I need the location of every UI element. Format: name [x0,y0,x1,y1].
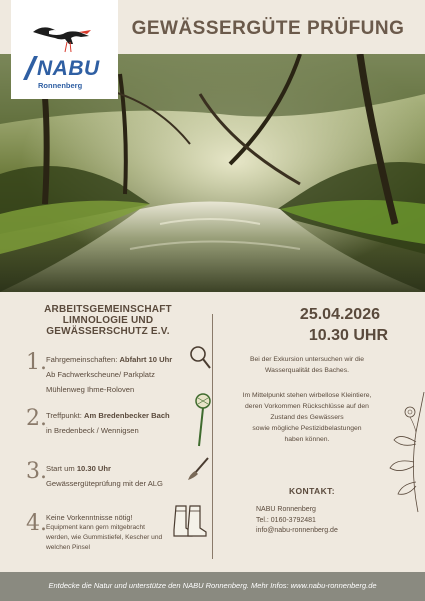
vertical-divider [212,314,213,559]
fishing-net-icon [194,392,212,448]
step-number: 3. [26,459,47,484]
step-number: 1. [26,350,47,375]
organization-name: ARBEITSGEMEINSCHAFT LIMNOLOGIE UND GEWÄSSERSCHUTZ E.V. [44,304,172,337]
botanical-drawing [380,392,425,514]
step-text: Treffpunkt: Am Bredenbecker Bach in Bredenbeck / Wennigsen [46,411,170,435]
contact-email[interactable]: info@nabu-ronnenberg.de [256,527,338,534]
magnifier-icon [188,344,212,370]
event-time: 10.30 UHR [308,327,388,344]
step-3 [26,459,206,493]
footer-bar [0,572,425,601]
brush-icon [186,456,210,482]
event-date: 25.04.2026 [299,306,380,323]
step-text: Start um 10.30 Uhr Gewässergüteprüfung mit der ALG [46,464,163,488]
step-number: 2. [26,406,47,431]
description-intro: Bei der Exkursion untersuchen wir die Wasserqualität des Baches. [249,356,365,374]
step-number: 4. [26,511,47,536]
contact-details [256,505,376,537]
logo-subtitle: Ronnenberg [38,81,83,90]
nabu-logo [11,0,118,99]
step-text: Fahrgemeinschaften: Abfahrt 10 Uhr Ab Fachwerkscheune/ Parkplatz Mühlenweg Ihme-Roloven [46,355,173,394]
page-title: GEWÄSSERGÜTE PRÜFUNG [131,18,405,39]
nabu-slash-icon [22,56,38,80]
step-1 [26,350,206,400]
logo-brand: NABU [37,57,100,80]
step-text: Keine Vorkenntnisse nötig! Equipment kann gern mitgebracht werden, wie Gummistiefel, Kescher und welchen Pinsel [46,513,163,551]
contact-name: NABU Ronnenberg [256,506,316,513]
rubber-boots-icon [172,504,210,538]
content-area [0,292,425,572]
footer-text: Entdecke die Natur und unterstütze den NABU Ronnenberg. Mehr Infos: www.nabu-ronnenberg.de [48,581,377,590]
contact-heading: KONTAKT: [288,486,335,496]
step-2 [26,406,206,440]
contact-phone: Tel.: 0160-3792481 [256,516,316,524]
stork-icon [29,22,93,56]
description-detail: Im Mittelpunkt stehen wirbellose Kleintiere, deren Vorkommen Rückschlüsse auf den Zustand des Gewässers sowie mögliche Pestizidbelastungen haben können. [242,392,372,443]
